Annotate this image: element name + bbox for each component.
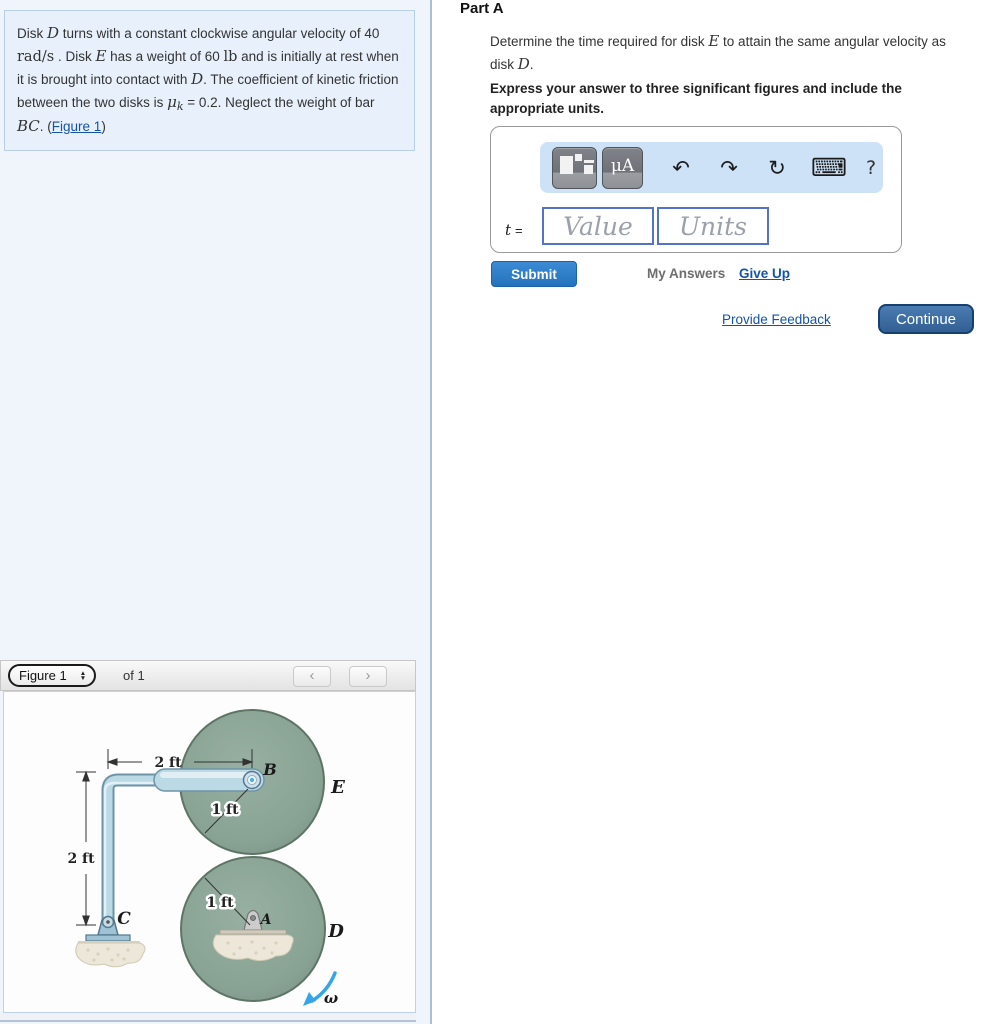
template-icon bbox=[560, 156, 573, 174]
figure-select-value: Figure 1 bbox=[19, 668, 67, 683]
submit-button[interactable]: Submit bbox=[491, 261, 577, 287]
math-mu: μ bbox=[167, 92, 177, 111]
reset-icon[interactable]: ↻ bbox=[768, 155, 786, 180]
value-input[interactable] bbox=[542, 207, 654, 245]
question-text: to attain the same angular velocity as disk bbox=[490, 34, 946, 73]
problem-text: ) bbox=[101, 119, 106, 135]
mechanism-figure bbox=[4, 692, 415, 1012]
equation-template-button[interactable] bbox=[552, 147, 597, 189]
part-a-title: Part A bbox=[460, 0, 504, 17]
math-mu-sub-k: k bbox=[176, 99, 184, 113]
dim-2ft-top: 2 ft bbox=[154, 755, 182, 771]
chevron-right-icon: › bbox=[365, 667, 371, 684]
problem-text: Disk bbox=[17, 26, 47, 41]
math-var-d: D bbox=[191, 70, 204, 89]
figure-select[interactable] bbox=[8, 664, 96, 687]
select-stepper-icon: ▲ ▼ bbox=[79, 669, 87, 682]
figure-next-button[interactable] bbox=[349, 666, 387, 687]
label-b: B bbox=[263, 760, 277, 779]
problem-text: . ( bbox=[39, 119, 52, 135]
mu-a-icon: μA bbox=[610, 156, 635, 176]
dim-1ft-disk-d: 1 ft bbox=[206, 895, 234, 911]
figure-1-link[interactable]: Figure 1 bbox=[51, 119, 102, 135]
answer-module bbox=[490, 126, 902, 253]
question-text: . bbox=[529, 57, 534, 73]
figure-image bbox=[3, 691, 416, 1013]
problem-statement bbox=[4, 10, 415, 151]
item-panel bbox=[0, 0, 432, 1024]
dim-2ft-left: 2 ft bbox=[67, 851, 95, 867]
math-var-d: D bbox=[517, 55, 530, 74]
problem-text: . The coefficient of kinetic friction between the two disks is bbox=[17, 72, 399, 110]
figure-toolbar bbox=[0, 660, 416, 691]
dim-1ft-disk-e: 1 ft bbox=[211, 802, 239, 818]
label-d: D bbox=[328, 921, 344, 942]
figure-count-label: of 1 bbox=[123, 668, 145, 683]
unit-rad-s: rad/s bbox=[17, 48, 55, 65]
problem-text: turns with a constant clockwise angular velocity of 40 bbox=[59, 26, 380, 41]
give-up-link[interactable]: Give Up bbox=[739, 266, 791, 281]
label-a: A bbox=[260, 912, 272, 928]
redo-icon[interactable]: ↷ bbox=[720, 155, 738, 180]
chevron-left-icon: ‹ bbox=[309, 667, 315, 684]
unit-lb: lb bbox=[223, 48, 238, 65]
equation-toolbar bbox=[540, 142, 883, 193]
problem-text: and is initially at rest when it is brought into contact with bbox=[17, 48, 399, 88]
units-input[interactable] bbox=[657, 207, 769, 245]
pin-b bbox=[244, 772, 261, 789]
figure-footer-strip bbox=[0, 1013, 416, 1022]
help-icon[interactable]: ? bbox=[865, 156, 877, 179]
answer-instruction: Express your answer to three significant figures and include the appropriate units. bbox=[490, 81, 902, 116]
undo-icon[interactable]: ↶ bbox=[672, 155, 690, 180]
continue-button[interactable]: Continue bbox=[878, 304, 974, 334]
figure-prev-button[interactable] bbox=[293, 666, 331, 687]
math-var-d: D bbox=[47, 24, 60, 42]
part-a-question bbox=[490, 30, 950, 77]
problem-text: has a weight of 60 bbox=[106, 48, 224, 64]
units-mu-button[interactable] bbox=[602, 147, 643, 189]
label-e: E bbox=[331, 777, 345, 798]
keyboard-icon[interactable]: ⌨ bbox=[811, 153, 848, 182]
provide-feedback-link[interactable]: Provide Feedback bbox=[722, 312, 831, 327]
question-text: Determine the time required for disk bbox=[490, 34, 709, 49]
math-var-e: E bbox=[708, 32, 720, 50]
my-answers-label: My Answers bbox=[647, 266, 726, 281]
math-var-e: E bbox=[95, 46, 107, 65]
problem-text: = 0.2. Neglect the weight of bar bbox=[183, 94, 375, 110]
answer-variable-label: t = bbox=[505, 221, 523, 239]
problem-text: . Disk bbox=[54, 48, 96, 64]
label-omega: ω bbox=[323, 989, 339, 1007]
label-c: C bbox=[117, 909, 131, 929]
math-var-bc: BC bbox=[17, 117, 40, 136]
